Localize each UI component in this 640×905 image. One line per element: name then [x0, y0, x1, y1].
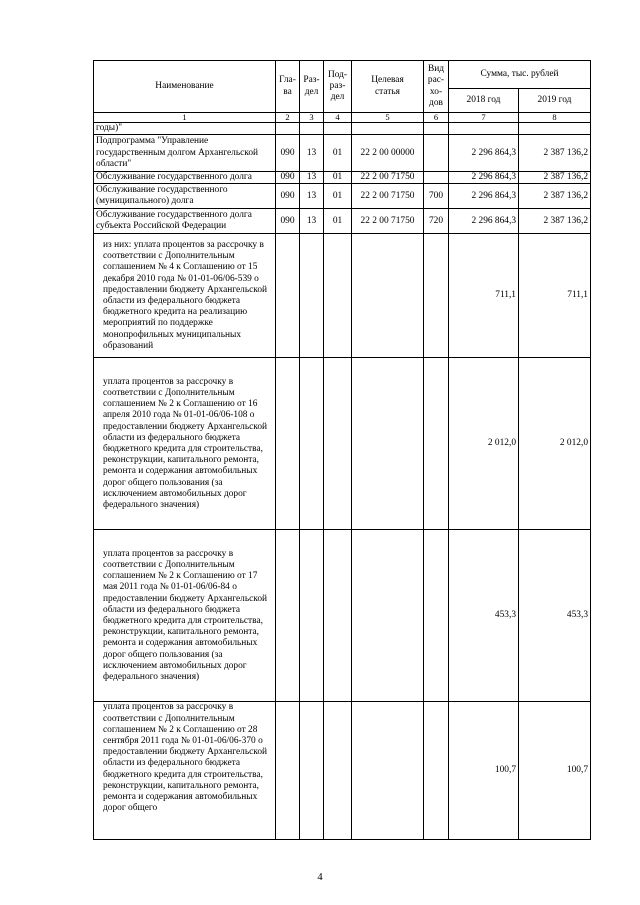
- row-subsection: [324, 234, 352, 358]
- page-number: 4: [317, 872, 323, 883]
- row-target: 22 2 00 71750: [352, 209, 424, 234]
- row-2018: 2 296 864,3: [449, 135, 519, 172]
- header-podrazdel: Под- раз- дел: [324, 61, 352, 113]
- row-2018: 2 296 864,3: [449, 184, 519, 209]
- row-section: [300, 530, 324, 702]
- row-2019: 2 387 136,2: [519, 172, 591, 184]
- row-chapter: [276, 530, 300, 702]
- row-kind: [424, 702, 449, 840]
- col-number: 3: [300, 113, 324, 123]
- row-kind: [424, 530, 449, 702]
- row-target: [352, 234, 424, 358]
- row-target: [352, 358, 424, 530]
- col-number: 2: [276, 113, 300, 123]
- row-name: Обслуживание государственного долга: [94, 172, 276, 184]
- row-chapter: [276, 123, 300, 135]
- row-subsection: [324, 358, 352, 530]
- row-name: уплата процентов за рассрочку в соответствии с Дополнительным соглашением № 2 к Соглашению от 16 апреля 2010 года № 01-01-06/06-108 о предоставлении бюджету Архангельской области из федерального бюджета бюджетного кредита для строительства, реконструкции, капитального ремонта, ремонта и содержания автомобильных дорог общего пользования (за исключением автомобильных дорог федерального значения): [94, 358, 276, 530]
- budget-table: [93, 60, 591, 840]
- table-row: [94, 135, 591, 172]
- row-2018: 2 296 864,3: [449, 209, 519, 234]
- row-2019: 100,7: [519, 702, 591, 840]
- col-number: 5: [352, 113, 424, 123]
- table-row: [94, 234, 591, 358]
- row-name: Подпрограмма "Управление государственным долгом Архангельской области": [94, 135, 276, 172]
- header-sum: Сумма, тыс. рублей: [449, 61, 591, 89]
- row-2018: [449, 123, 519, 135]
- row-section: 13: [300, 135, 324, 172]
- header-name: Наименование: [94, 61, 276, 113]
- row-name: уплата процентов за рассрочку в соответствии с Дополнительным соглашением № 2 к Соглашению от 28 сентября 2011 года № 01-01-06/06-370 о предоставлении бюджету Архангельской области из федерального бюджета бюджетного кредита для строительства, реконструкции, капитального ремонта, ремонта и содержания автомобильных дорог общего: [94, 702, 276, 840]
- row-chapter: 090: [276, 172, 300, 184]
- table-row: [94, 172, 591, 184]
- header-year-2019: 2019 год: [519, 89, 591, 113]
- col-number: 6: [424, 113, 449, 123]
- header-glava: Гла- ва: [276, 61, 300, 113]
- row-target: 22 2 00 71750: [352, 172, 424, 184]
- row-kind: 720: [424, 209, 449, 234]
- row-subsection: [324, 123, 352, 135]
- table-row: [94, 358, 591, 530]
- col-number: 1: [94, 113, 276, 123]
- row-subsection: 01: [324, 135, 352, 172]
- row-2019: 2 387 136,2: [519, 135, 591, 172]
- row-subsection: [324, 530, 352, 702]
- row-kind: [424, 123, 449, 135]
- row-2019: 2 012,0: [519, 358, 591, 530]
- row-section: 13: [300, 172, 324, 184]
- row-chapter: [276, 234, 300, 358]
- row-2019: 2 387 136,2: [519, 209, 591, 234]
- row-2018: 2 296 864,3: [449, 172, 519, 184]
- col-number: 7: [449, 113, 519, 123]
- row-name: из них: уплата процентов за рассрочку в соответствии с Дополнительным соглашением № 4 к Соглашению от 15 декабря 2010 года № 01-01-06/06-539 о предоставлении бюджету Архангельской области из федерального бюджета бюджетного кредита на реализацию мероприятий по поддержке монопрофильных муниципальных образований: [94, 234, 276, 358]
- row-2018: 453,3: [449, 530, 519, 702]
- row-target: [352, 702, 424, 840]
- row-2019: 711,1: [519, 234, 591, 358]
- row-2018: 711,1: [449, 234, 519, 358]
- row-chapter: 090: [276, 135, 300, 172]
- table-row: [94, 530, 591, 702]
- row-section: [300, 702, 324, 840]
- row-target: 22 2 00 71750: [352, 184, 424, 209]
- table-row: [94, 209, 591, 234]
- row-target: [352, 123, 424, 135]
- row-section: 13: [300, 184, 324, 209]
- header-target: Целевая статья: [352, 61, 424, 113]
- table-header: [94, 61, 591, 123]
- header-year-2018: 2018 год: [449, 89, 519, 113]
- col-number: 4: [324, 113, 352, 123]
- row-2018: 100,7: [449, 702, 519, 840]
- row-kind: [424, 135, 449, 172]
- row-name: Обслуживание государственного (муниципального) долга: [94, 184, 276, 209]
- row-2019: 453,3: [519, 530, 591, 702]
- row-section: [300, 358, 324, 530]
- row-subsection: 01: [324, 209, 352, 234]
- row-section: 13: [300, 209, 324, 234]
- row-kind: [424, 234, 449, 358]
- row-section: [300, 234, 324, 358]
- row-2018: 2 012,0: [449, 358, 519, 530]
- row-chapter: 090: [276, 184, 300, 209]
- header-vid: Вид рас- хо- дов: [424, 61, 449, 113]
- row-name: Обслуживание государственного долга субъекта Российской Федерации: [94, 209, 276, 234]
- row-2019: 2 387 136,2: [519, 184, 591, 209]
- header-razdel: Раз- дел: [300, 61, 324, 113]
- row-kind: [424, 172, 449, 184]
- row-chapter: 090: [276, 209, 300, 234]
- row-kind: 700: [424, 184, 449, 209]
- row-target: 22 2 00 00000: [352, 135, 424, 172]
- row-chapter: [276, 702, 300, 840]
- row-section: [300, 123, 324, 135]
- row-kind: [424, 358, 449, 530]
- column-number-row: [94, 113, 591, 123]
- row-subsection: 01: [324, 184, 352, 209]
- row-chapter: [276, 358, 300, 530]
- table-row: [94, 184, 591, 209]
- row-2019: [519, 123, 591, 135]
- row-target: [352, 530, 424, 702]
- table-row: [94, 702, 591, 840]
- row-subsection: [324, 702, 352, 840]
- row-name: уплата процентов за рассрочку в соответствии с Дополнительным соглашением № 2 к Соглашению от 17 мая 2011 года № 01-01-06/06-84 о предоставлении бюджету Архангельской области из федерального бюджета бюджетного кредита для строительства, реконструкции, капитального ремонта, ремонта и содержания автомобильных дорог общего пользования (за исключением автомобильных дорог федерального значения): [94, 530, 276, 702]
- col-number: 8: [519, 113, 591, 123]
- row-subsection: 01: [324, 172, 352, 184]
- row-name: годы)": [94, 123, 276, 135]
- table-row: [94, 123, 591, 135]
